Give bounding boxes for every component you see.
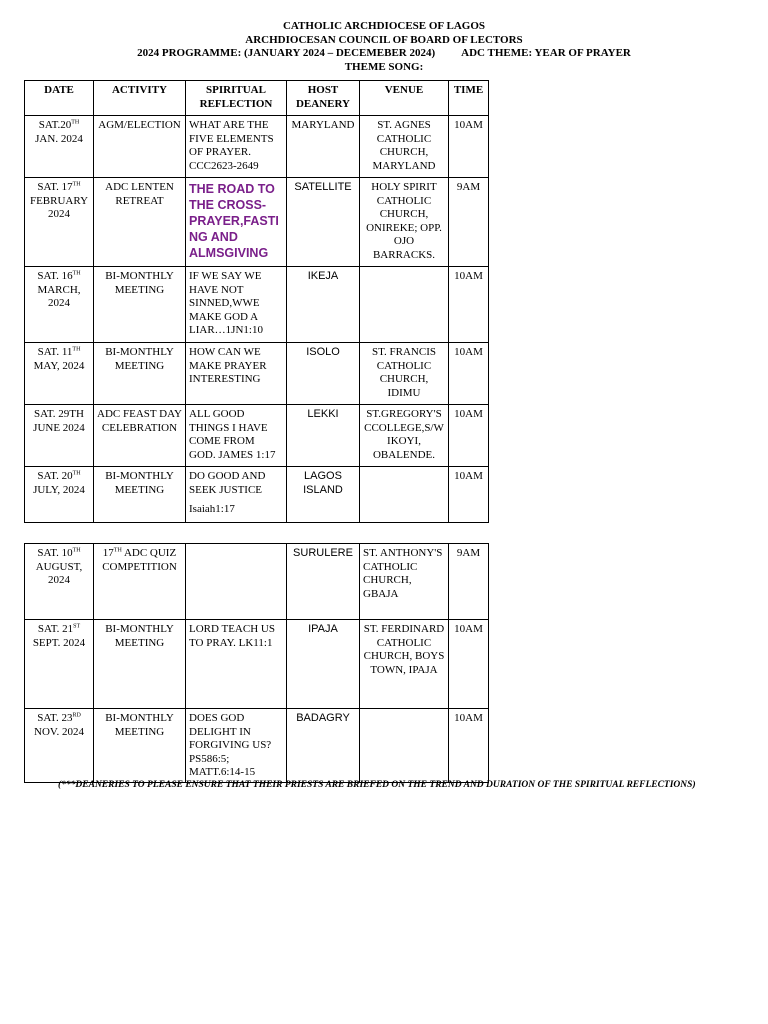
host-cell: IKEJA xyxy=(287,267,360,343)
date-cell: SAT. 21ST SEPT. 2024 xyxy=(25,620,94,709)
host-cell: LAGOS ISLAND xyxy=(287,467,360,523)
table-row xyxy=(25,467,489,523)
activity-cell: BI-MONTHLY MEETING xyxy=(94,709,186,783)
time-cell: 10AM xyxy=(449,405,489,467)
programme-line xyxy=(0,47,768,61)
theme-song: THEME SONG: xyxy=(344,60,424,73)
venue-cell: ST. AGNES CATHOLIC CHURCH, MARYLAND xyxy=(360,116,449,178)
activity-cell: 17TH ADC QUIZ COMPETITION xyxy=(94,544,186,620)
reflection-reference: Isaiah1:17 xyxy=(189,503,235,515)
col-date: DATE xyxy=(25,81,94,116)
date-cell: SAT. 10TH AUGUST, 2024 xyxy=(25,544,94,620)
reflection-cell: DOES GOD DELIGHT IN FORGIVING US? PS586:5; MATT.6:14-15 xyxy=(186,709,287,783)
time-cell: 10AM xyxy=(449,116,489,178)
date-cell: SAT. 29TH JUNE 2024 xyxy=(25,405,94,467)
col-activity: ACTIVITY xyxy=(94,81,186,116)
venue-cell: HOLY SPIRIT CATHOLIC CHURCH, ONIREKE; OPP. OJO BARRACKS. xyxy=(360,178,449,267)
document-header xyxy=(0,20,768,74)
venue-cell xyxy=(360,467,449,523)
header-row xyxy=(25,81,489,116)
table-row xyxy=(25,620,489,709)
activity-cell: BI-MONTHLY MEETING xyxy=(94,620,186,709)
footnote: (***DEANERIES TO PLEASE ENSURE THAT THEIR PRIESTS ARE BRIEFED ON THE TREND AND DURATION OF THE SPIRITUAL REFLECTIONS) xyxy=(58,780,696,790)
venue-cell: ST.GREGORY'S CCOLLEGE,S/W IKOYI, OBALENDE. xyxy=(360,405,449,467)
time-cell: 10AM xyxy=(449,343,489,405)
date-cell: SAT.20TH JAN. 2024 xyxy=(25,116,94,178)
venue-cell xyxy=(360,709,449,783)
time-cell: 10AM xyxy=(449,620,489,709)
reflection-cell: ALL GOOD THINGS I HAVE COME FROM GOD. JAMES 1:17 xyxy=(186,405,287,467)
activity-cell: ADC FEAST DAY CELEBRATION xyxy=(94,405,186,467)
time-cell: 10AM xyxy=(449,467,489,523)
time-cell: 9AM xyxy=(449,178,489,267)
reflection-cell: THE ROAD TO THE CROSS- PRAYER,FASTING AND ALMSGIVING xyxy=(186,178,287,267)
council-title: ARCHDIOCESAN COUNCIL OF BOARD OF LECTORS xyxy=(245,33,523,46)
table-row xyxy=(25,343,489,405)
activity-cell: BI-MONTHLY MEETING xyxy=(94,343,186,405)
activity-cell: BI-MONTHLY MEETING xyxy=(94,467,186,523)
table-row xyxy=(25,709,489,783)
venue-cell: ST. FERDINARD CATHOLIC CHURCH, BOYS TOWN, IPAJA xyxy=(360,620,449,709)
date-cell: SAT. 16TH MARCH, 2024 xyxy=(25,267,94,343)
table-row xyxy=(25,544,489,620)
reflection-cell: IF WE SAY WE HAVE NOT SINNED,WWE MAKE GOD A LIAR…1JN1:10 xyxy=(186,267,287,343)
table-row xyxy=(25,178,489,267)
reflection-cell xyxy=(186,544,287,620)
host-cell: IPAJA xyxy=(287,620,360,709)
programme-title: 2024 PROGRAMME: (JANUARY 2024 – DECEMEBER 2024) xyxy=(137,47,436,59)
org-title: CATHOLIC ARCHDIOCESE OF LAGOS xyxy=(282,20,485,32)
host-cell: SATELLITE xyxy=(287,178,360,267)
table-row xyxy=(25,267,489,343)
date-cell: SAT. 11TH MAY, 2024 xyxy=(25,343,94,405)
time-cell: 10AM xyxy=(449,709,489,783)
time-cell: 9AM xyxy=(449,544,489,620)
host-cell: BADAGRY xyxy=(287,709,360,783)
col-reflection: SPIRITUAL REFLECTION xyxy=(186,81,287,116)
col-time: TIME xyxy=(449,81,489,116)
schedule-table-2 xyxy=(24,543,489,783)
col-host: HOST DEANERY xyxy=(287,81,360,116)
reflection-cell: WHAT ARE THE FIVE ELEMENTS OF PRAYER. CCC2623-2649 xyxy=(186,116,287,178)
host-cell: MARYLAND xyxy=(287,116,360,178)
host-cell: SURULERE xyxy=(287,544,360,620)
venue-cell xyxy=(360,267,449,343)
table-row xyxy=(25,116,489,178)
date-cell: SAT. 17TH FEBRUARY 2024 xyxy=(25,178,94,267)
reflection-cell: HOW CAN WE MAKE PRAYER INTERESTING xyxy=(186,343,287,405)
date-cell: SAT. 20TH JULY, 2024 xyxy=(25,467,94,523)
theme-title: ADC THEME: YEAR OF PRAYER xyxy=(461,47,631,59)
venue-cell: ST. FRANCIS CATHOLIC CHURCH, IDIMU xyxy=(360,343,449,405)
time-cell: 10AM xyxy=(449,267,489,343)
date-cell: SAT. 23RD NOV. 2024 xyxy=(25,709,94,783)
host-cell: LEKKI xyxy=(287,405,360,467)
col-venue: VENUE xyxy=(360,81,449,116)
host-cell: ISOLO xyxy=(287,343,360,405)
activity-cell: AGM/ELECTION xyxy=(94,116,186,178)
activity-cell: ADC LENTEN RETREAT xyxy=(94,178,186,267)
reflection-cell: DO GOOD AND SEEK JUSTICE Isaiah1:17 xyxy=(186,467,287,523)
reflection-cell: LORD TEACH US TO PRAY. LK11:1 xyxy=(186,620,287,709)
venue-cell: ST. ANTHONY'S CATHOLIC CHURCH, GBAJA xyxy=(360,544,449,620)
activity-cell: BI-MONTHLY MEETING xyxy=(94,267,186,343)
table-row xyxy=(25,405,489,467)
schedule-table-1 xyxy=(24,80,489,523)
